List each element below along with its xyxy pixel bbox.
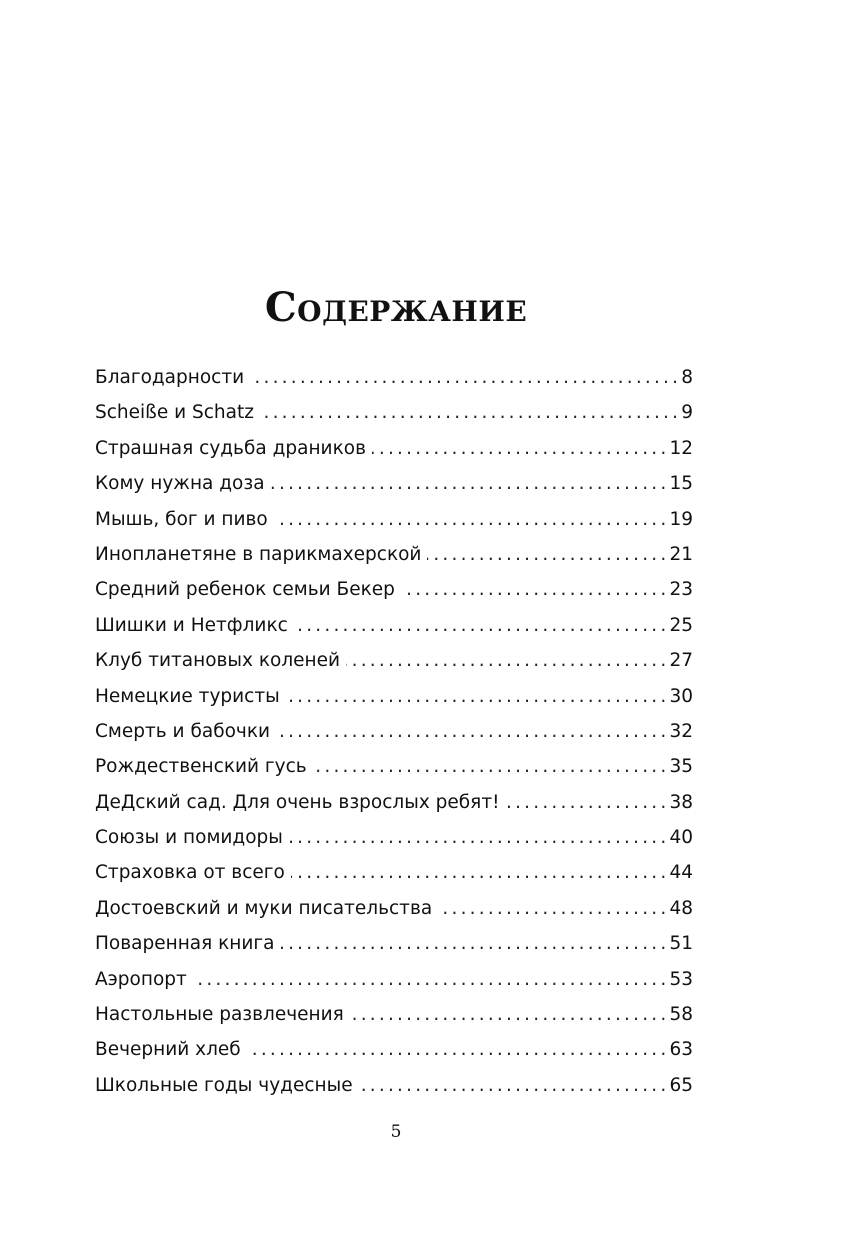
toc-leader-dots xyxy=(276,714,669,749)
toc-entry xyxy=(95,714,693,749)
toc-entry-title: Настольные развлечения xyxy=(95,1004,344,1026)
toc-entry-page: 25 xyxy=(669,614,693,636)
toc-leader-dots xyxy=(350,997,670,1032)
toc-leader-dots xyxy=(274,502,670,537)
toc-leader-dots xyxy=(280,926,669,961)
toc-entry-page: 21 xyxy=(669,543,693,565)
toc-entry xyxy=(95,679,693,714)
toc-entry-page: 63 xyxy=(669,1039,693,1061)
toc-leader-dots xyxy=(506,785,670,820)
toc-leader-dots xyxy=(294,608,670,643)
toc-entry-title: Школьные годы чудесные xyxy=(95,1074,353,1096)
toc-leader-dots xyxy=(286,679,670,714)
toc-entry-page: 38 xyxy=(669,791,693,813)
toc-entry xyxy=(95,926,693,961)
toc-entry-title: Кому нужна доза xyxy=(95,473,265,495)
toc-entry-page: 58 xyxy=(669,1004,693,1026)
toc-entry-title: Поваренная книга xyxy=(95,933,275,955)
toc-entry-page: 32 xyxy=(669,720,693,742)
toc-leader-dots xyxy=(289,820,670,855)
toc-leader-dots xyxy=(247,1032,670,1067)
toc-entry-page: 65 xyxy=(669,1074,693,1096)
page-number: 5 xyxy=(390,1122,402,1142)
toc-entry-page: 19 xyxy=(669,508,693,530)
toc-entry-page: 9 xyxy=(681,402,693,424)
toc-entry-title: Клуб титановых коленей xyxy=(95,650,341,672)
toc-entry xyxy=(95,360,693,395)
toc-entry xyxy=(95,855,693,890)
toc-leader-dots xyxy=(438,891,669,926)
toc-entry xyxy=(95,431,693,466)
toc-entry-page: 35 xyxy=(669,756,693,778)
toc-entry-title: Рождественский гусь xyxy=(95,756,307,778)
toc-leader-dots xyxy=(401,572,670,607)
toc-leader-dots xyxy=(193,962,670,997)
toc-entry-title: Страшная судьба драников xyxy=(95,437,366,459)
toc-entry-page: 48 xyxy=(669,897,693,919)
toc-entry-page: 44 xyxy=(669,862,693,884)
toc-leader-dots xyxy=(260,395,681,430)
toc-entry xyxy=(95,537,693,572)
toc-entry-page: 8 xyxy=(681,367,693,388)
toc-entry-page: 27 xyxy=(669,650,693,672)
toc-entry-title: Союзы и помидоры xyxy=(95,827,283,849)
toc-entry-title: Достоевский и муки писательства xyxy=(95,897,433,919)
toc-entry-page: 51 xyxy=(669,933,693,955)
toc-leader-dots xyxy=(313,749,670,784)
toc-leader-dots xyxy=(372,431,669,466)
toc-entry-title: Смерть и бабочки xyxy=(95,720,271,742)
toc-entry-title: Мышь, бог и пиво xyxy=(95,508,268,530)
toc-title: Содержание xyxy=(264,284,528,331)
toc-entry xyxy=(95,785,693,820)
toc-entry xyxy=(95,997,693,1032)
toc-entry-page: 23 xyxy=(669,579,693,601)
toc-leader-dots xyxy=(359,1068,670,1103)
toc-leader-dots xyxy=(250,360,681,395)
toc-entry-page: 53 xyxy=(669,968,693,990)
toc-entry-title: Шишки и Нетфликс xyxy=(95,614,288,636)
toc-entry-title: Средний ребенок семьи Бекер xyxy=(95,579,395,601)
toc-list xyxy=(95,360,693,1103)
toc-entry xyxy=(95,395,693,430)
toc-entry xyxy=(95,608,693,643)
toc-entry xyxy=(95,820,693,855)
toc-entry xyxy=(95,891,693,926)
toc-leader-dots xyxy=(346,643,669,678)
toc-entry-title: Аэропорт xyxy=(95,968,187,990)
toc-entry xyxy=(95,466,693,501)
toc-entry xyxy=(95,749,693,784)
toc-entry xyxy=(95,502,693,537)
toc-entry-title: Благодарности xyxy=(95,367,245,388)
toc-entry xyxy=(95,572,693,607)
toc-entry-title: Инопланетяне в парикмахерской xyxy=(95,543,422,565)
toc-entry-title: Страховка от всего xyxy=(95,862,285,884)
toc-entry-page: 40 xyxy=(669,827,693,849)
toc-leader-dots xyxy=(291,855,670,890)
toc-entry xyxy=(95,643,693,678)
toc-entry-page: 30 xyxy=(669,685,693,707)
toc-entry xyxy=(95,1032,693,1067)
toc-entry-title: ДеДский сад. Для очень взрослых ребят! xyxy=(95,791,500,813)
toc-entry xyxy=(95,962,693,997)
toc-entry-title: Scheiße и Schatz xyxy=(95,402,254,424)
toc-leader-dots xyxy=(271,466,670,501)
toc-entry xyxy=(95,1068,693,1103)
toc-entry-title: Вечерний хлеб xyxy=(95,1039,241,1061)
toc-entry-title: Немецкие туристы xyxy=(95,685,280,707)
toc-entry-page: 15 xyxy=(669,473,693,495)
toc-leader-dots xyxy=(427,537,669,572)
toc-entry-page: 12 xyxy=(669,437,693,459)
